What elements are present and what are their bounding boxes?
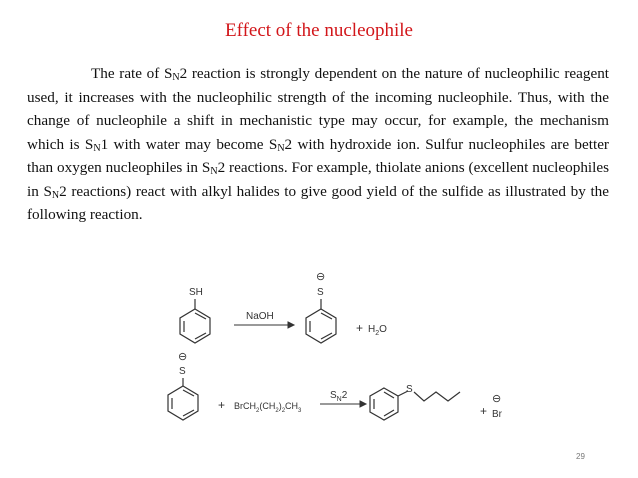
- thiol-group-label: SH: [189, 287, 203, 298]
- text-segment: 2 reactions. For example, thiolate anions (excellent nucleophiles in S: [27, 159, 609, 200]
- plus-sign: +: [218, 398, 226, 412]
- water-label: $H_2O$: [368, 324, 387, 337]
- charge-symbol: ⊖: [178, 351, 188, 363]
- sulfur-atom-label: S: [179, 366, 186, 377]
- plus-sign: +: [480, 404, 488, 418]
- bromide-label: Br: [492, 409, 502, 420]
- text-segment: 2 reaction is strongly dependent on the nature of nucleophilic reagent used, it increases with the nucleophilic strength of the incoming nucleophile. Thus, with the change of nucleophile a shift in mechanistic type may occur, for example, the mechanism which is S: [27, 65, 610, 153]
- plus-sign: +: [356, 321, 364, 335]
- subscript: N: [93, 142, 101, 154]
- subscript: N: [277, 142, 285, 154]
- alkyl-halide-label: $BrCH_2(CH_2)_2CH_3$: [234, 401, 302, 414]
- subscript: N: [51, 189, 60, 201]
- slide-title: Effect of the nucleophile: [225, 20, 413, 41]
- reaction-arrow-2: [320, 401, 366, 407]
- text-segment: 1 with water may become S: [100, 135, 278, 153]
- page-number: 29: [576, 452, 585, 461]
- subscript: N: [172, 72, 180, 83]
- sulfur-atom-label: S: [317, 287, 324, 298]
- text-segment: 2 reactions) react with alkyl halides to give good yield of the sulfide as illustrated by the following reaction.: [27, 182, 610, 223]
- reaction-arrow-1: [234, 322, 294, 328]
- text-segment: 2 with hydroxide ion. Sulfur nucleophiles are better than oxygen nucleophiles in S: [27, 135, 609, 176]
- body-paragraph: [27, 62, 609, 227]
- reagent-label: NaOH: [246, 311, 274, 322]
- thiophenolate-structure: [168, 378, 198, 420]
- sn2-arrow-label: $S_N2$: [330, 390, 348, 403]
- charge-symbol: ⊖: [492, 393, 502, 405]
- subscript: N: [210, 166, 218, 177]
- thiophenolate-structure: [306, 299, 336, 343]
- reaction-scheme: [160, 268, 510, 438]
- butyl-phenyl-sulfide-structure: [370, 388, 460, 420]
- thiophenol-structure: [180, 299, 210, 343]
- sulfur-atom-label: S: [406, 384, 413, 395]
- text-segment: The rate of S: [91, 65, 173, 82]
- charge-symbol: ⊖: [316, 271, 326, 283]
